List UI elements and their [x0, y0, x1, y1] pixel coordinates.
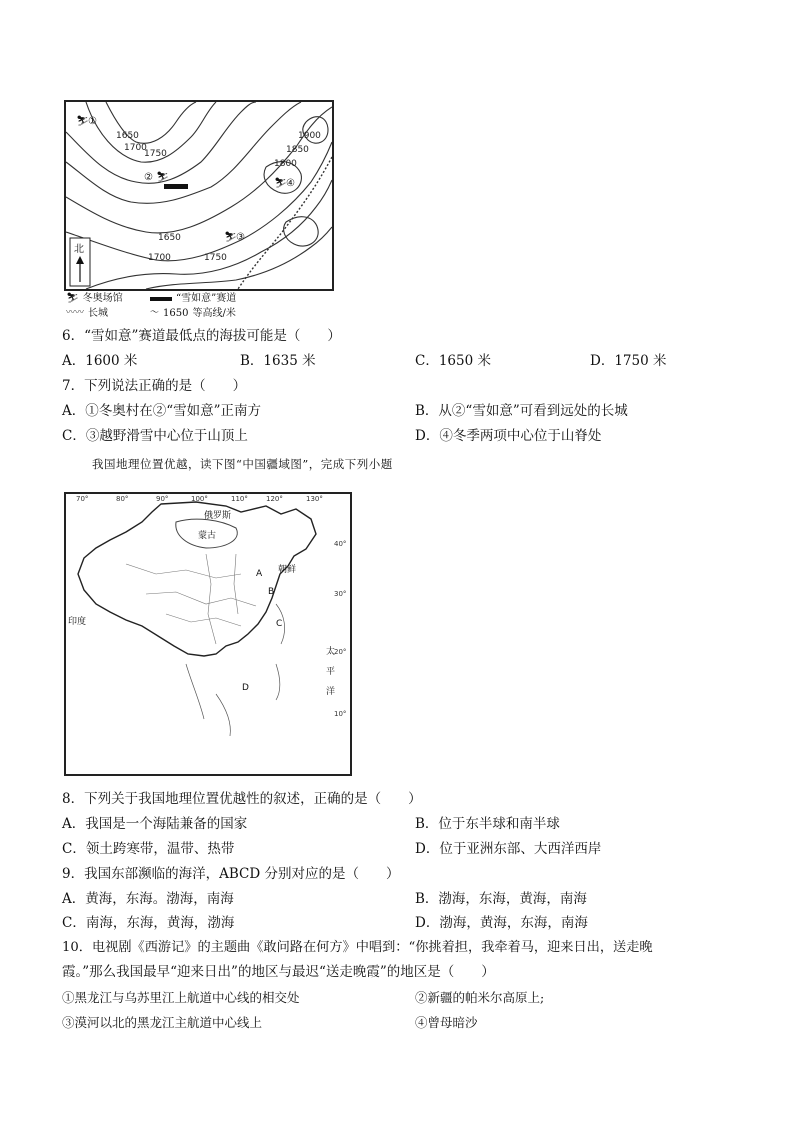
q9-option-a[interactable]: A．黄海，东海。渤海，南海	[62, 891, 234, 907]
contour-legend	[66, 291, 366, 325]
longitude-label: 130°	[306, 495, 323, 503]
question-10-stem-line1: 10．电视剧《西游记》的主题曲《敢问路在何方》中唱到：“你挑着担，我牵着马，迎来日出，送走晚	[62, 940, 653, 955]
great-wall-icon: 〰〰	[66, 308, 85, 318]
site-marker-4: ④	[286, 178, 295, 189]
contour-label: 1650	[158, 233, 181, 243]
mongolia-label: 蒙古	[198, 531, 217, 541]
russia-label: 俄罗斯	[204, 511, 232, 521]
north-label: 北	[74, 244, 84, 255]
q8-option-a[interactable]: A．我国是一个海陆兼备的国家	[62, 816, 248, 832]
legend-great-wall	[66, 306, 108, 321]
contour-map-svg	[66, 102, 332, 289]
contour-label: 1850	[286, 145, 309, 155]
q9-option-d[interactable]: D．渤海，黄海，东海，南海	[415, 915, 588, 931]
sea-label-d: D	[242, 683, 249, 693]
pacific-label-3: 洋	[326, 687, 336, 697]
sea-label-b: B	[268, 587, 275, 597]
korea-label: 朝鲜	[278, 565, 297, 575]
q10-option-3[interactable]: ③漠河以北的黑龙江主航道中心线上	[62, 1015, 263, 1030]
legend-great-wall-label: 长城	[88, 308, 109, 319]
question-6-stem: 6．“雪如意”赛道最低点的海拔可能是（ ）	[62, 328, 341, 344]
q6-option-c[interactable]: C．1650 米	[415, 353, 491, 369]
q10-option-4[interactable]: ④曾母暗沙	[415, 1015, 478, 1030]
q7-option-c[interactable]: C．③越野滑雪中心位于山顶上	[62, 428, 248, 444]
q6-option-b[interactable]: B．1635 米	[240, 353, 316, 369]
skier-icon: ⛷	[224, 232, 237, 243]
longitude-label: 70°	[76, 495, 89, 503]
longitude-label: 120°	[266, 495, 283, 503]
question-7-stem: 7．下列说法正确的是（ ）	[62, 378, 247, 394]
contour-label: 1800	[274, 159, 297, 169]
q9-option-c[interactable]: C．南海，东海，黄海，渤海	[62, 915, 235, 931]
coastline-features	[186, 604, 285, 736]
q9-option-b[interactable]: B．渤海，东海，黄海，南海	[415, 891, 587, 907]
legend-track-label: “雪如意”赛道	[176, 293, 237, 304]
skier-icon: ⛷	[66, 293, 79, 304]
skier-icon: ⛷	[156, 172, 169, 183]
longitude-label: 90°	[156, 495, 169, 503]
contour-map	[64, 100, 334, 291]
china-map	[64, 492, 352, 776]
track-icon	[150, 297, 172, 301]
site-marker-2: ②	[144, 172, 153, 183]
province-borders	[126, 554, 256, 644]
pacific-label-2: 平	[326, 667, 336, 677]
longitude-label: 80°	[116, 495, 129, 503]
china-border	[78, 502, 316, 656]
contour-label: 1750	[204, 253, 227, 263]
longitude-label: 100°	[191, 495, 208, 503]
q8-option-d[interactable]: D．位于亚洲东部、大西洋西岸	[415, 841, 602, 857]
latitude-label: 30°	[334, 590, 347, 598]
track-bar	[164, 184, 188, 189]
latitude-label: 40°	[334, 540, 347, 548]
legend-contour-label: 等高线/米	[192, 308, 236, 319]
contour-lines	[66, 102, 332, 289]
q8-option-b[interactable]: B．位于东半球和南半球	[415, 816, 560, 832]
legend-venue	[66, 291, 123, 306]
legend-contour	[150, 306, 236, 321]
q10-option-2[interactable]: ②新疆的帕米尔高原上;	[415, 990, 545, 1005]
q6-option-a[interactable]: A．1600 米	[62, 353, 138, 369]
question-9-stem: 9．我国东部濒临的海洋，ABCD 分别对应的是（ ）	[62, 866, 400, 882]
question-8-stem: 8．下列关于我国地理位置优越性的叙述，正确的是（ ）	[62, 791, 422, 807]
question-10-stem-line2: 霞。”那么我国最早“迎来日出”的地区与最迟“送走晚霞”的地区是（ ）	[62, 964, 495, 980]
skier-icon: ⛷	[76, 116, 89, 127]
pacific-label-1: 太	[326, 647, 336, 657]
skier-icon: ⛷	[274, 178, 287, 189]
longitude-label: 110°	[231, 495, 248, 503]
q6-option-d[interactable]: D．1750 米	[590, 353, 667, 369]
contour-line-icon: 〜	[150, 308, 160, 318]
legend-track	[150, 291, 236, 306]
contour-label: 1700	[148, 253, 171, 263]
q7-option-b[interactable]: B．从②“雪如意”可看到远处的长城	[415, 403, 628, 419]
legend-contour-sample: 1650	[163, 308, 189, 319]
q8-option-c[interactable]: C．领土跨寒带，温带、热带	[62, 841, 235, 857]
sea-label-a: A	[256, 569, 263, 579]
map-intro-text: 我国地理位置优越，读下图“中国疆域图”，完成下列小题	[92, 457, 393, 471]
latitude-label: 10°	[334, 710, 347, 718]
site-marker-3: ③	[236, 232, 245, 243]
west-country-label: 印度	[68, 617, 87, 627]
latitude-label: 20°	[334, 648, 347, 656]
contour-label: 1900	[298, 131, 321, 141]
contour-label: 1750	[144, 149, 167, 159]
q10-option-1[interactable]: ①黑龙江与乌苏里江上航道中心线的相交处	[62, 990, 300, 1005]
sea-label-c: C	[276, 619, 283, 629]
q7-option-d[interactable]: D．④冬季两项中心位于山脊处	[415, 428, 602, 444]
legend-venue-label: 冬奥场馆	[82, 293, 123, 304]
contour-label: 1700	[124, 143, 147, 153]
china-map-svg	[66, 494, 350, 774]
site-marker-1: ①	[88, 116, 97, 127]
q7-option-a[interactable]: A．①冬奥村在②“雪如意”正南方	[62, 403, 262, 419]
contour-label: 1650	[116, 131, 139, 141]
